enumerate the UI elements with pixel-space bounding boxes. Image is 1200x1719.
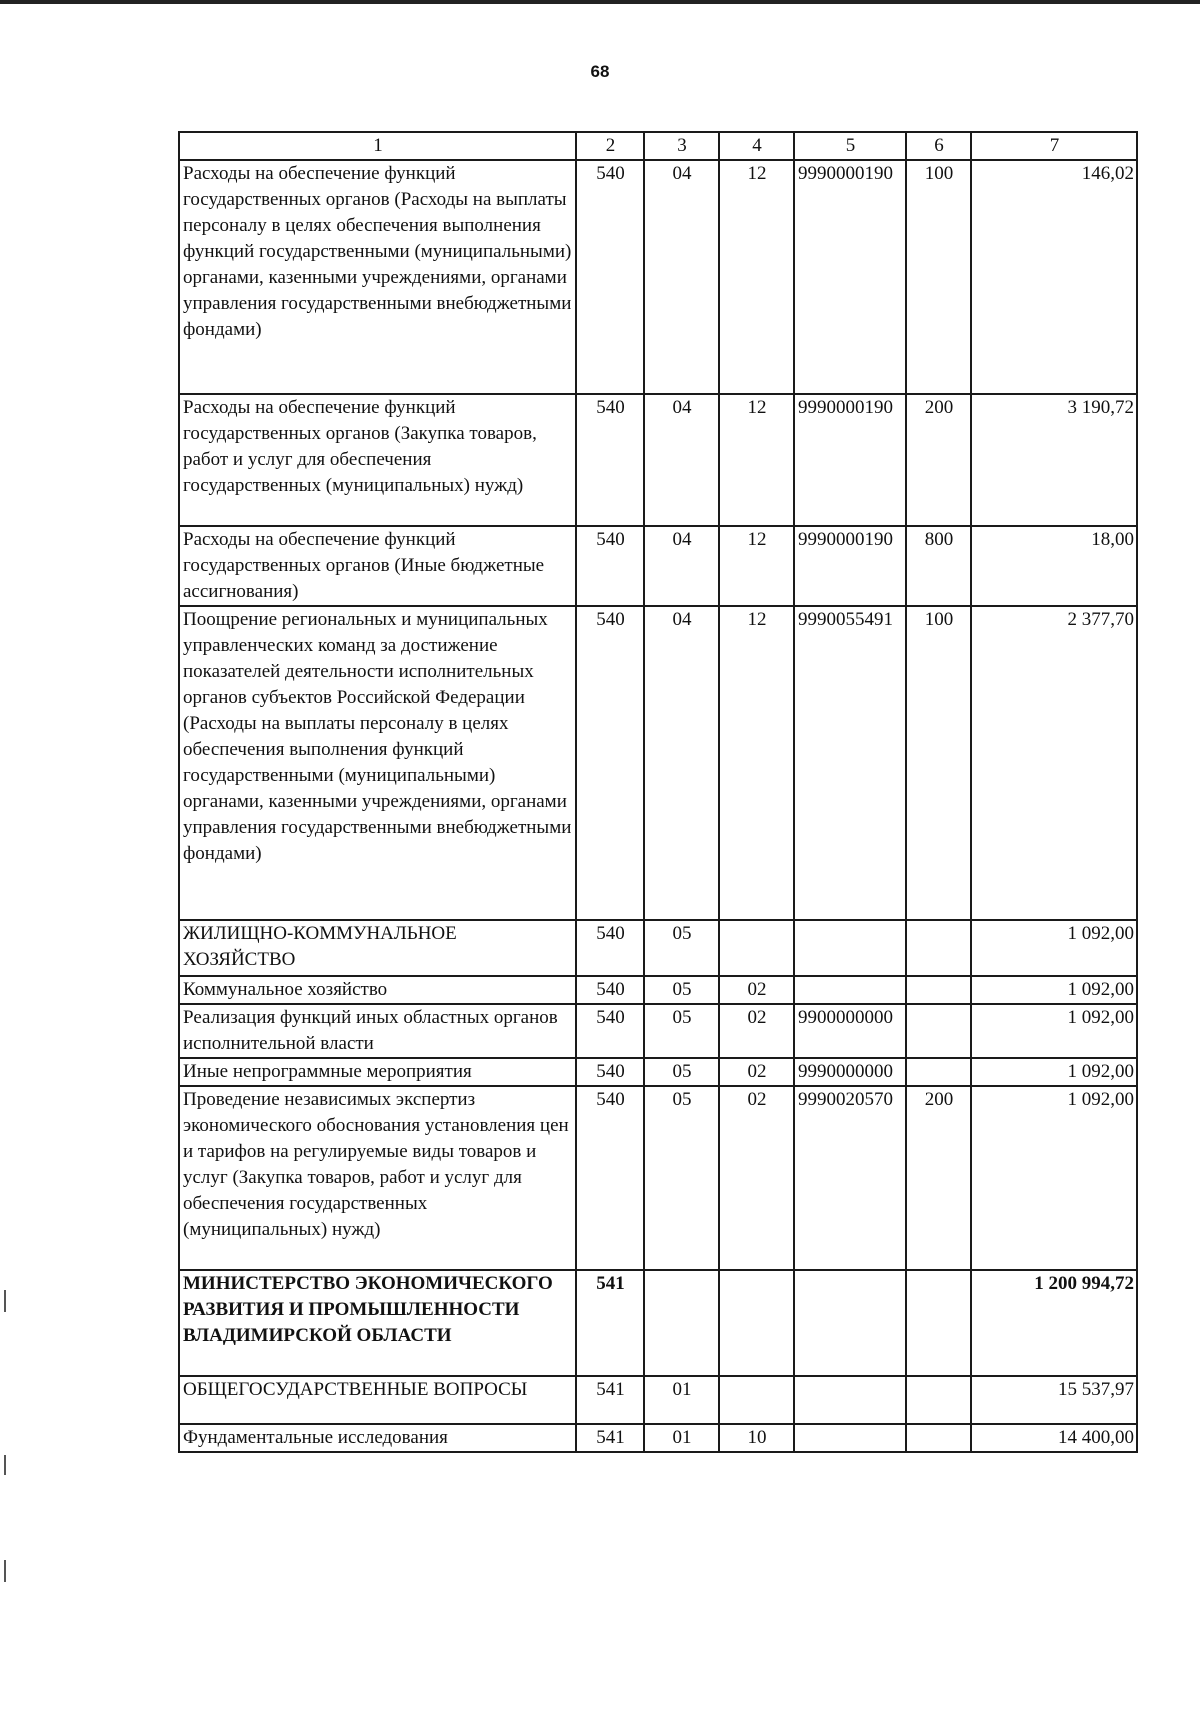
code-cell: 541 (576, 1424, 644, 1452)
header-cell: 7 (971, 132, 1137, 160)
code-cell: 05 (644, 976, 719, 1004)
code-cell: 9990055491 (794, 606, 906, 920)
ministry-name: МИНИСТЕРСТВО ЭКОНОМИЧЕСКОГО РАЗВИТИЯ И ПРОМЫШЛЕННОСТИ ВЛАДИМИРСКОЙ ОБЛАСТИ (179, 1270, 576, 1376)
code-cell: 541 (576, 1376, 644, 1424)
expense-name: Поощрение региональных и муниципальных управленческих команд за достижение показателей деятельности исполнительных органов субъектов Российской Федерации (Расходы на выплаты персоналу в целях обеспечения выполнения функций государственными (муниципальными) органами, казенными учреждениями, органами управления государственными внебюджетными фондами) (179, 606, 576, 920)
table-header-row (179, 132, 1137, 160)
code-cell: 200 (906, 1086, 971, 1270)
scan-margin-mark (4, 1560, 6, 1582)
code-cell: 12 (719, 606, 794, 920)
code-cell: 02 (719, 1058, 794, 1086)
code-cell: 02 (719, 1004, 794, 1058)
code-cell: 540 (576, 394, 644, 526)
amount-cell: 1 092,00 (971, 920, 1137, 976)
expense-name: Реализация функций иных областных органов исполнительной власти (179, 1004, 576, 1058)
amount-cell: 18,00 (971, 526, 1137, 606)
amount-cell: 3 190,72 (971, 394, 1137, 526)
expense-name: ОБЩЕГОСУДАРСТВЕННЫЕ ВОПРОСЫ (179, 1376, 576, 1424)
table-row (179, 1376, 1137, 1424)
table-row (179, 976, 1137, 1004)
amount-cell: 146,02 (971, 160, 1137, 394)
header-cell: 1 (179, 132, 576, 160)
page-number: 68 (590, 62, 610, 81)
table-row (179, 920, 1137, 976)
code-cell: 9990000190 (794, 160, 906, 394)
table-row (179, 1086, 1137, 1270)
budget-table (178, 131, 1138, 1453)
header-cell: 6 (906, 132, 971, 160)
amount-cell: 14 400,00 (971, 1424, 1137, 1452)
code-cell (906, 1270, 971, 1376)
expense-name: Расходы на обеспечение функций государственных органов (Иные бюджетные ассигнования) (179, 526, 576, 606)
code-cell: 04 (644, 606, 719, 920)
code-cell: 04 (644, 160, 719, 394)
expense-name: Проведение независимых экспертиз экономического обоснования установления цен и тарифов на регулируемые виды товаров и услуг (Закупка товаров, работ и услуг для обеспечения государственных (муниципальных) нужд) (179, 1086, 576, 1270)
table-row (179, 1004, 1137, 1058)
code-cell: 540 (576, 526, 644, 606)
code-cell: 9990000190 (794, 526, 906, 606)
table-row-ministry (179, 1270, 1137, 1376)
expense-name: Расходы на обеспечение функций государственных органов (Закупка товаров, работ и услуг для обеспечения государственных (муниципальных) нужд) (179, 394, 576, 526)
code-cell: 05 (644, 1086, 719, 1270)
code-cell: 01 (644, 1424, 719, 1452)
table-row (179, 526, 1137, 606)
top-border-line (0, 0, 1200, 4)
expense-name: Фундаментальные исследования (179, 1424, 576, 1452)
scan-margin-mark (4, 1290, 6, 1312)
table-row (179, 1058, 1137, 1086)
scan-margin-mark (4, 1455, 6, 1475)
code-cell: 540 (576, 920, 644, 976)
code-cell: 12 (719, 394, 794, 526)
amount-cell: 1 200 994,72 (971, 1270, 1137, 1376)
header-cell: 3 (644, 132, 719, 160)
code-cell (794, 976, 906, 1004)
code-cell: 540 (576, 606, 644, 920)
amount-cell: 1 092,00 (971, 1086, 1137, 1270)
code-cell: 05 (644, 920, 719, 976)
code-cell: 9990020570 (794, 1086, 906, 1270)
code-cell: 540 (576, 1058, 644, 1086)
code-cell (906, 1058, 971, 1086)
code-cell: 540 (576, 1086, 644, 1270)
expense-name: ЖИЛИЩНО-КОММУНАЛЬНОЕ ХОЗЯЙСТВО (179, 920, 576, 976)
code-cell: 200 (906, 394, 971, 526)
code-cell (906, 1376, 971, 1424)
amount-cell: 1 092,00 (971, 976, 1137, 1004)
code-cell (794, 1270, 906, 1376)
code-cell: 9900000000 (794, 1004, 906, 1058)
code-cell: 05 (644, 1058, 719, 1086)
expense-name: Расходы на обеспечение функций государственных органов (Расходы на выплаты персоналу в целях обеспечения выполнения функций государственными (муниципальными) органами, казенными учреждениями, органами управления государственными внебюджетными фондами) (179, 160, 576, 394)
amount-cell: 15 537,97 (971, 1376, 1137, 1424)
amount-cell: 1 092,00 (971, 1004, 1137, 1058)
code-cell: 9990000000 (794, 1058, 906, 1086)
header-cell: 5 (794, 132, 906, 160)
code-cell (719, 920, 794, 976)
code-cell: 800 (906, 526, 971, 606)
code-cell: 04 (644, 394, 719, 526)
code-cell: 01 (644, 1376, 719, 1424)
code-cell (794, 920, 906, 976)
code-cell: 05 (644, 1004, 719, 1058)
amount-cell: 1 092,00 (971, 1058, 1137, 1086)
table-row (179, 606, 1137, 920)
code-cell: 541 (576, 1270, 644, 1376)
code-cell: 12 (719, 526, 794, 606)
code-cell (906, 920, 971, 976)
code-cell (906, 976, 971, 1004)
header-cell: 4 (719, 132, 794, 160)
table-row (179, 394, 1137, 526)
table-row (179, 1424, 1137, 1452)
code-cell (719, 1270, 794, 1376)
table-row (179, 160, 1137, 394)
expense-name: Иные непрограммные мероприятия (179, 1058, 576, 1086)
code-cell: 10 (719, 1424, 794, 1452)
expense-name: Коммунальное хозяйство (179, 976, 576, 1004)
amount-cell: 2 377,70 (971, 606, 1137, 920)
code-cell: 540 (576, 1004, 644, 1058)
code-cell: 540 (576, 160, 644, 394)
code-cell (794, 1424, 906, 1452)
code-cell: 540 (576, 976, 644, 1004)
code-cell (906, 1424, 971, 1452)
code-cell: 02 (719, 1086, 794, 1270)
code-cell (906, 1004, 971, 1058)
code-cell: 100 (906, 160, 971, 394)
code-cell (644, 1270, 719, 1376)
code-cell: 12 (719, 160, 794, 394)
code-cell: 04 (644, 526, 719, 606)
code-cell: 100 (906, 606, 971, 920)
code-cell (794, 1376, 906, 1424)
code-cell (719, 1376, 794, 1424)
code-cell: 9990000190 (794, 394, 906, 526)
code-cell: 02 (719, 976, 794, 1004)
header-cell: 2 (576, 132, 644, 160)
